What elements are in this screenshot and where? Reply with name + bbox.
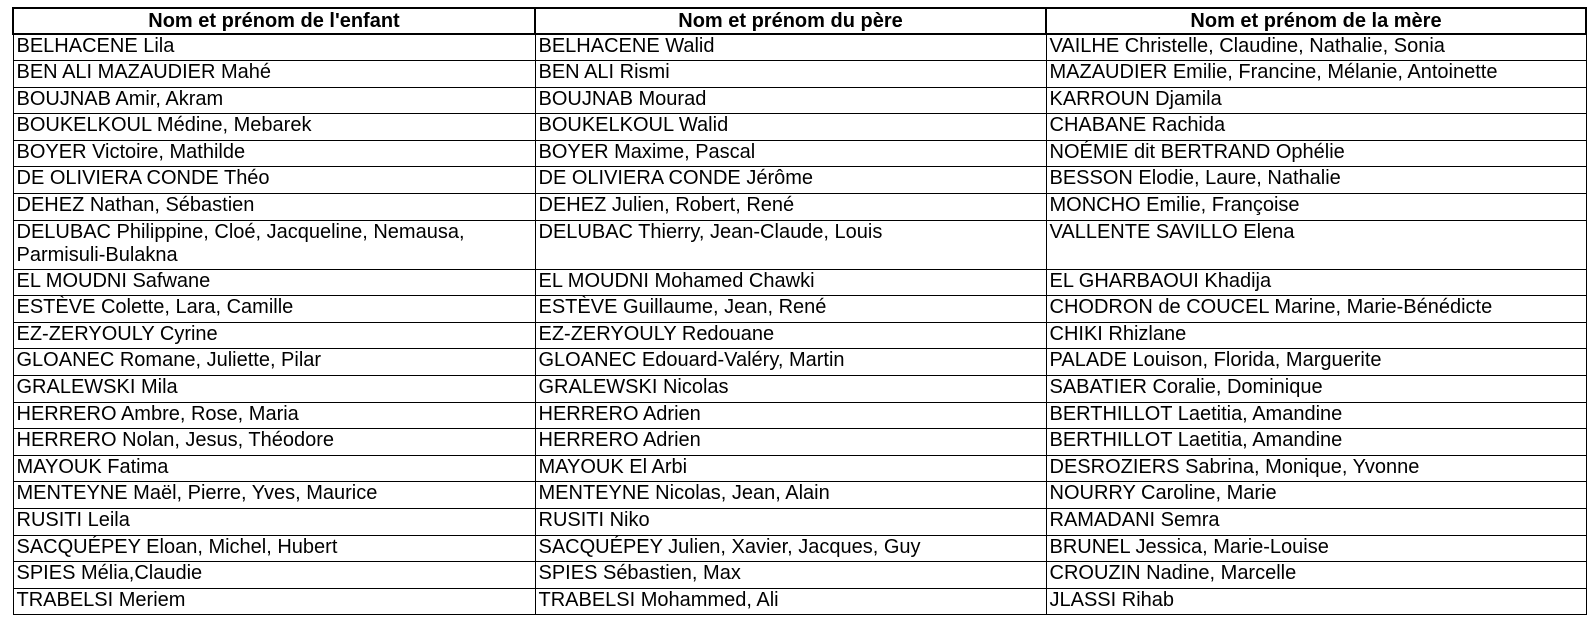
father-name-cell: DELUBAC Thierry, Jean-Claude, Louis (535, 220, 1046, 269)
mother-name-cell: NOÉMIE dit BERTRAND Ophélie (1046, 140, 1586, 167)
father-name-cell: SACQUÉPEY Julien, Xavier, Jacques, Guy (535, 535, 1046, 562)
table-row (13, 482, 1586, 509)
header-mother-name: Nom et prénom de la mère (1046, 8, 1586, 34)
table-row (13, 220, 1586, 269)
table-row (13, 269, 1586, 296)
child-name-cell: SACQUÉPEY Eloan, Michel, Hubert (13, 535, 535, 562)
child-name-cell: BEN ALI MAZAUDIER Mahé (13, 61, 535, 88)
mother-name-cell: BERTHILLOT Laetitia, Amandine (1046, 429, 1586, 456)
table-row (13, 509, 1586, 536)
table-row (13, 455, 1586, 482)
table-row (13, 140, 1586, 167)
father-name-cell: RUSITI Niko (535, 509, 1046, 536)
father-name-cell: SPIES Sébastien, Max (535, 562, 1046, 589)
child-name-cell: DE OLIVIERA CONDE Théo (13, 167, 535, 194)
table-row (13, 535, 1586, 562)
mother-name-cell: VALLENTE SAVILLO Elena (1046, 220, 1586, 269)
father-name-cell: MAYOUK El Arbi (535, 455, 1046, 482)
mother-name-cell: NOURRY Caroline, Marie (1046, 482, 1586, 509)
father-name-cell: DEHEZ Julien, Robert, René (535, 194, 1046, 221)
father-name-cell: GRALEWSKI Nicolas (535, 376, 1046, 403)
table-row (13, 61, 1586, 88)
father-name-cell: BOUKELKOUL Walid (535, 114, 1046, 141)
child-name-cell: DELUBAC Philippine, Cloé, Jacqueline, Nemausa, Parmisuli-Bulakna (13, 220, 535, 269)
child-name-cell: HERRERO Ambre, Rose, Maria (13, 402, 535, 429)
father-name-cell: HERRERO Adrien (535, 429, 1046, 456)
table-row (13, 296, 1586, 323)
mother-name-cell: CHIKI Rhizlane (1046, 322, 1586, 349)
mother-name-cell: BESSON Elodie, Laure, Nathalie (1046, 167, 1586, 194)
mother-name-cell: SABATIER Coralie, Dominique (1046, 376, 1586, 403)
child-name-cell: HERRERO Nolan, Jesus, Théodore (13, 429, 535, 456)
father-name-cell: GLOANEC Edouard-Valéry, Martin (535, 349, 1046, 376)
mother-name-cell: EL GHARBAOUI Khadija (1046, 269, 1586, 296)
mother-name-cell: MAZAUDIER Emilie, Francine, Mélanie, Antoinette (1046, 61, 1586, 88)
mother-name-cell: BRUNEL Jessica, Marie-Louise (1046, 535, 1586, 562)
header-row (13, 8, 1586, 34)
table-row (13, 376, 1586, 403)
child-name-cell: TRABELSI Meriem (13, 588, 535, 615)
table-row (13, 429, 1586, 456)
mother-name-cell: MONCHO Emilie, Françoise (1046, 194, 1586, 221)
child-name-cell: MENTEYNE Maël, Pierre, Yves, Maurice (13, 482, 535, 509)
mother-name-cell: CHABANE Rachida (1046, 114, 1586, 141)
child-name-cell: EZ-ZERYOULY Cyrine (13, 322, 535, 349)
mother-name-cell: VAILHE Christelle, Claudine, Nathalie, Sonia (1046, 34, 1586, 61)
child-name-cell: SPIES Mélia,Claudie (13, 562, 535, 589)
table-row (13, 114, 1586, 141)
mother-name-cell: KARROUN Djamila (1046, 87, 1586, 114)
table-row (13, 402, 1586, 429)
mother-name-cell: PALADE Louison, Florida, Marguerite (1046, 349, 1586, 376)
table-row (13, 194, 1586, 221)
header-child-name: Nom et prénom de l'enfant (13, 8, 535, 34)
child-name-cell: BOYER Victoire, Mathilde (13, 140, 535, 167)
mother-name-cell: JLASSI Rihab (1046, 588, 1586, 615)
father-name-cell: TRABELSI Mohammed, Ali (535, 588, 1046, 615)
table-row (13, 562, 1586, 589)
table-row (13, 167, 1586, 194)
header-father-name: Nom et prénom du père (535, 8, 1046, 34)
table-row (13, 588, 1586, 615)
table-row (13, 322, 1586, 349)
father-name-cell: BOUJNAB Mourad (535, 87, 1046, 114)
child-name-cell: EL MOUDNI Safwane (13, 269, 535, 296)
child-name-cell: GRALEWSKI Mila (13, 376, 535, 403)
child-name-cell: MAYOUK Fatima (13, 455, 535, 482)
birth-register-table (12, 7, 1587, 615)
mother-name-cell: CHODRON de COUCEL Marine, Marie-Bénédicte (1046, 296, 1586, 323)
mother-name-cell: RAMADANI Semra (1046, 509, 1586, 536)
father-name-cell: BELHACENE Walid (535, 34, 1046, 61)
father-name-cell: BEN ALI Rismi (535, 61, 1046, 88)
mother-name-cell: DESROZIERS Sabrina, Monique, Yvonne (1046, 455, 1586, 482)
father-name-cell: DE OLIVIERA CONDE Jérôme (535, 167, 1046, 194)
father-name-cell: ESTÈVE Guillaume, Jean, René (535, 296, 1046, 323)
mother-name-cell: CROUZIN Nadine, Marcelle (1046, 562, 1586, 589)
father-name-cell: HERRERO Adrien (535, 402, 1046, 429)
mother-name-cell: BERTHILLOT Laetitia, Amandine (1046, 402, 1586, 429)
child-name-cell: BELHACENE Lila (13, 34, 535, 61)
child-name-cell: BOUJNAB Amir, Akram (13, 87, 535, 114)
table-row (13, 349, 1586, 376)
child-name-cell: GLOANEC Romane, Juliette, Pilar (13, 349, 535, 376)
child-name-cell: RUSITI Leila (13, 509, 535, 536)
father-name-cell: MENTEYNE Nicolas, Jean, Alain (535, 482, 1046, 509)
child-name-cell: ESTÈVE Colette, Lara, Camille (13, 296, 535, 323)
table-row (13, 34, 1586, 61)
father-name-cell: EL MOUDNI Mohamed Chawki (535, 269, 1046, 296)
father-name-cell: EZ-ZERYOULY Redouane (535, 322, 1046, 349)
child-name-cell: BOUKELKOUL Médine, Mebarek (13, 114, 535, 141)
table-row (13, 87, 1586, 114)
table-body (13, 34, 1586, 615)
child-name-cell: DEHEZ Nathan, Sébastien (13, 194, 535, 221)
father-name-cell: BOYER Maxime, Pascal (535, 140, 1046, 167)
table-header (13, 8, 1586, 34)
